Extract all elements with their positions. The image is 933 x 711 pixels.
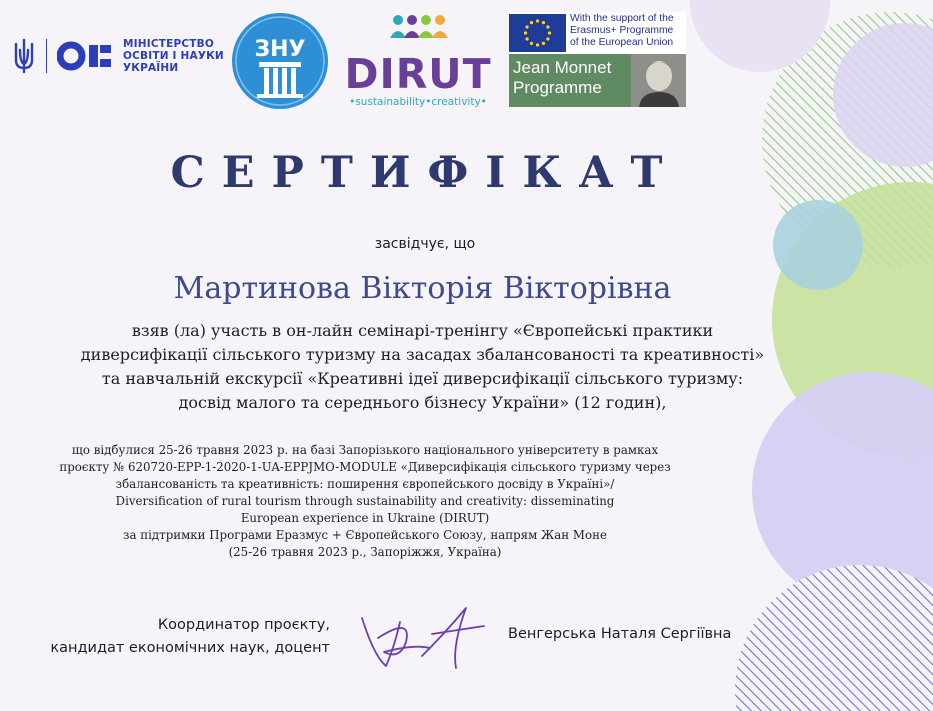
- programme-line: Jean Monnet: [513, 58, 612, 77]
- details-line: за підтримки Програми Еразмус + Європейського Союзу, напрям Жан Моне: [123, 528, 607, 542]
- ministry-name: [123, 38, 224, 74]
- details-line: збалансованість та креативність: поширення європейського досвіду в Україні»/: [115, 477, 615, 491]
- mon-logo-icon: [57, 41, 115, 71]
- ministry-line: УКРАЇНИ: [123, 62, 179, 74]
- ministry-line: МІНІСТЕРСТВО: [123, 38, 214, 50]
- portrait-photo-icon: [631, 54, 686, 107]
- trident-icon: [12, 38, 36, 74]
- signer-name: Венгерська Наталя Сергіївна: [508, 626, 732, 642]
- details-line: проєкту № 620720-EPP-1-2020-1-UA-EPPJMO-MODULE «Диверсифікація сільського туризму через: [59, 460, 671, 474]
- support-line: Erasmus+ Programme: [570, 25, 674, 36]
- details-line: European experience in Ukraine (DIRUT): [240, 511, 490, 525]
- znu-logo-text: ЗНУ: [254, 37, 306, 62]
- dirut-logo: [342, 12, 494, 110]
- znu-logo: [231, 12, 329, 110]
- programme-line: Programme: [513, 78, 602, 97]
- participation-line: та навчальній екскурсії «Креативні ідеї диверсифікації сільського туризму:: [101, 369, 744, 388]
- eu-flag-icon: [509, 14, 566, 52]
- participation-text: [0, 319, 845, 415]
- ministry-logo: [12, 38, 224, 74]
- participation-line: взяв (ла) участь в он-лайн семінарі-тренінгу «Європейські практики: [131, 321, 714, 340]
- handwritten-signature: [334, 586, 504, 686]
- details-line: Diversification of rural tourism through sustainability and creativity: disseminating: [115, 494, 615, 508]
- coordinator-line: Координатор проєкту,: [157, 617, 330, 633]
- ministry-line: ОСВІТИ І НАУКИ: [123, 50, 224, 62]
- jean-monnet-logo: [509, 12, 686, 107]
- recipient-name: Мартинова Вікторія Вікторівна: [173, 271, 672, 306]
- participation-line: диверсифікації сільського туризму на засадах збалансованості та креативності»: [80, 345, 765, 364]
- support-line: of the European Union: [570, 37, 674, 48]
- people-icon: [342, 12, 494, 48]
- erasmus-support-text: [570, 13, 674, 49]
- coordinator-line: кандидат економічних наук, доцент: [50, 640, 330, 656]
- participation-line: досвід малого та середнього бізнесу України» (12 годин),: [178, 393, 667, 412]
- details-line: що відбулися 25-26 травня 2023 р. на базі Запорізького національного університету в рамках: [71, 443, 659, 457]
- dirut-wordmark: DIRUT: [344, 50, 492, 98]
- certifies-text: засвідчує, що: [374, 236, 476, 252]
- details-line: (25-26 травня 2023 р., Запоріжжя, Україна): [228, 545, 502, 559]
- event-details: [0, 442, 730, 561]
- coordinator-title: [0, 614, 330, 660]
- jean-monnet-programme-name: [513, 58, 611, 98]
- dirut-tagline: •sustainability•creativity•: [349, 96, 487, 108]
- support-line: With the support of the: [570, 13, 674, 24]
- certificate-title: СЕРТИФІКАТ: [170, 148, 680, 198]
- ministry-divider: [46, 39, 47, 73]
